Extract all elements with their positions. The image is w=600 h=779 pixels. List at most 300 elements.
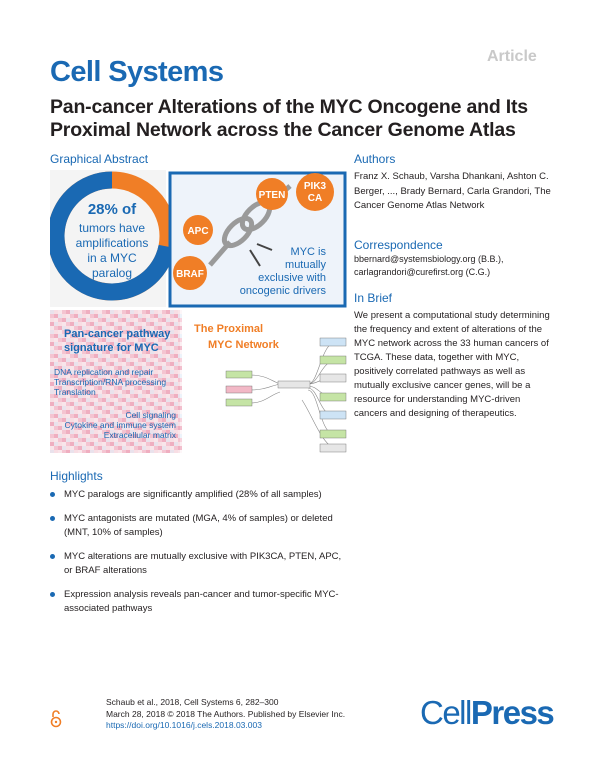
heatmap-cell bbox=[166, 382, 170, 386]
heatmap-cell bbox=[162, 318, 166, 322]
email-bernard[interactable]: bbernard@systemsbiology.org (B.B.), bbox=[354, 254, 504, 264]
exclusivity-line-4: oncogenic drivers bbox=[239, 285, 326, 297]
heatmap-cell bbox=[58, 434, 62, 438]
heatmap-cell bbox=[142, 398, 146, 402]
heatmap-cell bbox=[98, 414, 102, 418]
heatmap-cell bbox=[162, 398, 166, 402]
heatmap-cell bbox=[126, 446, 130, 450]
heatmap-cell bbox=[146, 390, 150, 394]
heatmap-cell bbox=[82, 406, 86, 410]
heatmap-cell bbox=[98, 318, 102, 322]
heatmap-cell bbox=[158, 354, 162, 358]
heatmap-cell bbox=[126, 322, 130, 326]
heatmap-cell bbox=[106, 406, 110, 410]
heatmap-cell bbox=[170, 330, 174, 334]
heatmap-cell bbox=[178, 310, 182, 314]
heatmap-cell bbox=[70, 358, 74, 362]
heatmap-cell bbox=[102, 406, 106, 410]
graphical-abstract-heading: Graphical Abstract bbox=[50, 152, 149, 166]
heatmap-cell bbox=[146, 354, 150, 358]
heatmap-cell bbox=[170, 346, 174, 350]
heatmap-cell bbox=[50, 350, 54, 354]
heatmap-cell bbox=[114, 354, 118, 358]
heatmap-cell bbox=[174, 310, 178, 314]
heatmap-cell bbox=[134, 398, 138, 402]
heatmap-cell bbox=[114, 446, 118, 450]
heatmap-cell bbox=[98, 310, 102, 314]
in-brief-text: We present a computational study determining the frequency and extent of alterations of the MYC network across the 33 human cancers of TCGA. These data, together with MYC, positively correlated pathways as well as mutually exclusive cancer genes, will be a resource for understanding MYC-driven cancers and designing of therapeutics. bbox=[354, 310, 550, 419]
heatmap-cell bbox=[178, 414, 182, 418]
heatmap-cell bbox=[158, 450, 162, 453]
heatmap-cell bbox=[158, 314, 162, 318]
heatmap-cell bbox=[82, 314, 86, 318]
heatmap-cell bbox=[118, 406, 122, 410]
heatmap-cell bbox=[54, 410, 58, 414]
heatmap-cell bbox=[90, 442, 94, 446]
heatmap-cell bbox=[170, 390, 174, 394]
heatmap-cell bbox=[86, 406, 90, 410]
heatmap-cell bbox=[106, 354, 110, 358]
heatmap-cell bbox=[82, 450, 86, 453]
heatmap-cell bbox=[86, 442, 90, 446]
doi-link[interactable]: https://doi.org/10.1016/j.cels.2018.03.003 bbox=[106, 720, 262, 730]
heatmap-cell bbox=[158, 366, 162, 370]
heatmap-cell bbox=[50, 406, 54, 410]
highlight-text: MYC alterations are mutually exclusive with PIK3CA, PTEN, APC, or BRAF alterations bbox=[64, 551, 342, 576]
heatmap-cell bbox=[118, 394, 122, 398]
heatmap-cell bbox=[162, 346, 166, 350]
heatmap-cell bbox=[174, 314, 178, 318]
heatmap-cell bbox=[122, 314, 126, 318]
stat-line-1: 28% of bbox=[87, 201, 137, 218]
heatmap-cell bbox=[90, 446, 94, 450]
heatmap-cell bbox=[126, 358, 130, 362]
heatmap-cell bbox=[138, 450, 142, 453]
heatmap-cell bbox=[70, 406, 74, 410]
heatmap-cell bbox=[82, 446, 86, 450]
heatmap-cell bbox=[58, 346, 62, 350]
heatmap-cell bbox=[130, 318, 134, 322]
heatmap-cell bbox=[54, 322, 58, 326]
heatmap-cell bbox=[162, 370, 166, 374]
heatmap-cell bbox=[82, 402, 86, 406]
heatmap-cell bbox=[170, 450, 174, 453]
heatmap-cell bbox=[62, 438, 66, 442]
heatmap-cell bbox=[130, 442, 134, 446]
heatmap-cell bbox=[166, 318, 170, 322]
heatmap-cell bbox=[162, 442, 166, 446]
heatmap-cell bbox=[174, 450, 178, 453]
heatmap-cell bbox=[114, 322, 118, 326]
heatmap-cell bbox=[70, 446, 74, 450]
heatmap-cell bbox=[78, 406, 82, 410]
heatmap-cell bbox=[94, 414, 98, 418]
heatmap-cell bbox=[178, 354, 182, 358]
highlight-item bbox=[50, 488, 350, 502]
heatmap-cell bbox=[142, 442, 146, 446]
heatmap-cell bbox=[70, 434, 74, 438]
heatmap-cell bbox=[74, 310, 78, 314]
heatmap-cell bbox=[118, 390, 122, 394]
heatmap-cell bbox=[50, 438, 54, 442]
heatmap-cell bbox=[74, 438, 78, 442]
heatmap-cell bbox=[178, 326, 182, 330]
heatmap-cell bbox=[174, 362, 178, 366]
heatmap-cell bbox=[58, 330, 62, 334]
heatmap-cell bbox=[166, 402, 170, 406]
heatmap-cell bbox=[166, 378, 170, 382]
heatmap-cell bbox=[170, 366, 174, 370]
heatmap-cell bbox=[178, 386, 182, 390]
heatmap-cell bbox=[170, 314, 174, 318]
in-brief-heading: In Brief bbox=[354, 291, 393, 305]
heatmap-cell bbox=[66, 310, 70, 314]
heatmap-cell bbox=[174, 334, 178, 338]
heatmap-cell bbox=[134, 322, 138, 326]
heatmap-cell bbox=[106, 410, 110, 414]
highlight-item bbox=[50, 588, 350, 616]
heatmap-cell bbox=[50, 426, 54, 430]
heatmap-cell bbox=[66, 402, 70, 406]
heatmap-cell bbox=[58, 410, 62, 414]
heatmap-cell bbox=[142, 318, 146, 322]
heatmap-cell bbox=[170, 358, 174, 362]
heatmap-cell bbox=[158, 322, 162, 326]
heatmap-cell bbox=[166, 374, 170, 378]
heatmap-cell bbox=[62, 310, 66, 314]
heatmap-cell bbox=[54, 422, 58, 426]
pathway-up-2: Transcription/RNA processing bbox=[54, 377, 167, 387]
heatmap-cell bbox=[58, 446, 62, 450]
authors-heading: Authors bbox=[354, 152, 396, 166]
heatmap-cell bbox=[58, 322, 62, 326]
heatmap-cell bbox=[122, 446, 126, 450]
heatmap-cell bbox=[54, 446, 58, 450]
heatmap-cell bbox=[174, 318, 178, 322]
heatmap-cell bbox=[118, 414, 122, 418]
heatmap-cell bbox=[62, 354, 66, 358]
heatmap-cell bbox=[94, 446, 98, 450]
heatmap-cell bbox=[106, 314, 110, 318]
heatmap-cell bbox=[66, 438, 70, 442]
heatmap-cell bbox=[170, 322, 174, 326]
heatmap-cell bbox=[174, 346, 178, 350]
heatmap-cell bbox=[102, 450, 106, 453]
heatmap-cell bbox=[166, 362, 170, 366]
heatmap-cell bbox=[78, 410, 82, 414]
heatmap-cell bbox=[78, 398, 82, 402]
heatmap-cell bbox=[146, 398, 150, 402]
heatmap-cell bbox=[102, 414, 106, 418]
heatmap-cell bbox=[90, 438, 94, 442]
heatmap-cell bbox=[78, 402, 82, 406]
heatmap-cell bbox=[58, 362, 62, 366]
heatmap-cell bbox=[162, 402, 166, 406]
highlights-heading: Highlights bbox=[50, 469, 103, 483]
heatmap-cell bbox=[130, 402, 134, 406]
heatmap-cell bbox=[58, 314, 62, 318]
heatmap-cell bbox=[134, 358, 138, 362]
heatmap-cell bbox=[178, 362, 182, 366]
heatmap-cell bbox=[106, 358, 110, 362]
heatmap-cell bbox=[146, 358, 150, 362]
heatmap-cell bbox=[110, 310, 114, 314]
heatmap-cell bbox=[90, 322, 94, 326]
heatmap-cell bbox=[154, 442, 158, 446]
heatmap-cell bbox=[70, 410, 74, 414]
heatmap-cell bbox=[162, 314, 166, 318]
heatmap-cell bbox=[102, 394, 106, 398]
heatmap-cell bbox=[118, 410, 122, 414]
heatmap-cell bbox=[86, 354, 90, 358]
heatmap-cell bbox=[54, 318, 58, 322]
heatmap-cell bbox=[178, 322, 182, 326]
heatmap-cell bbox=[126, 450, 130, 453]
heatmap-cell bbox=[98, 314, 102, 318]
heatmap-cell bbox=[110, 442, 114, 446]
heatmap-cell bbox=[66, 430, 70, 434]
heatmap-cell bbox=[118, 446, 122, 450]
heatmap-cell bbox=[138, 442, 142, 446]
heatmap-cell bbox=[114, 414, 118, 418]
heatmap-cell bbox=[82, 318, 86, 322]
heatmap-cell bbox=[158, 442, 162, 446]
heatmap-cell bbox=[98, 322, 102, 326]
heatmap-cell bbox=[122, 390, 126, 394]
heatmap-cell bbox=[74, 414, 78, 418]
heatmap-cell bbox=[142, 322, 146, 326]
pathway-up-1: DNA replication and repair bbox=[54, 367, 154, 377]
heatmap-cell bbox=[142, 354, 146, 358]
heatmap-cell bbox=[54, 354, 58, 358]
heatmap-cell bbox=[146, 310, 150, 314]
exclusivity-line-2: mutually bbox=[285, 259, 326, 271]
heatmap-cell bbox=[82, 434, 86, 438]
stat-line-3: amplifications bbox=[75, 236, 149, 250]
heatmap-cell bbox=[50, 418, 54, 422]
heatmap-cell bbox=[166, 386, 170, 390]
highlight-text: MYC antagonists are mutated (MGA, 4% of samples) or deleted (MNT, 10% of samples) bbox=[64, 513, 333, 538]
heatmap-cell bbox=[146, 318, 150, 322]
heatmap-cell bbox=[50, 346, 54, 350]
heatmap-cell bbox=[138, 358, 142, 362]
heatmap-cell bbox=[134, 446, 138, 450]
heatmap-cell bbox=[146, 362, 150, 366]
heatmap-cell bbox=[150, 318, 154, 322]
heatmap-cell bbox=[74, 410, 78, 414]
heatmap-cell bbox=[130, 354, 134, 358]
heatmap-cell bbox=[122, 362, 126, 366]
heatmap-cell bbox=[58, 358, 62, 362]
exclusivity-line-3: exclusive with bbox=[258, 272, 326, 284]
heatmap-cell bbox=[94, 434, 98, 438]
heatmap-cell bbox=[162, 358, 166, 362]
heatmap-cell bbox=[118, 398, 122, 402]
heatmap-cell bbox=[106, 318, 110, 322]
heatmap-cell bbox=[166, 390, 170, 394]
heatmap-cell bbox=[146, 402, 150, 406]
heatmap-cell bbox=[106, 322, 110, 326]
heatmap-cell bbox=[54, 434, 58, 438]
heatmap-cell bbox=[78, 450, 82, 453]
heatmap-cell bbox=[110, 398, 114, 402]
heatmap-cell bbox=[54, 418, 58, 422]
heatmap-cell bbox=[86, 314, 90, 318]
pathway-down-1: Cell signaling bbox=[125, 410, 176, 420]
pathway-down-3: Extracellular matrix bbox=[103, 430, 176, 440]
heatmap-cell bbox=[102, 314, 106, 318]
stat-line-4: in a MYC bbox=[87, 251, 137, 265]
heatmap-cell bbox=[54, 398, 58, 402]
heatmap-cell bbox=[50, 310, 54, 314]
heatmap-cell bbox=[178, 418, 182, 422]
heatmap-cell bbox=[50, 338, 54, 342]
heatmap-cell bbox=[58, 326, 62, 330]
heatmap-cell bbox=[178, 318, 182, 322]
heatmap-cell bbox=[90, 430, 94, 434]
heatmap-cell bbox=[94, 402, 98, 406]
heatmap-cell bbox=[54, 346, 58, 350]
heatmap-cell bbox=[114, 314, 118, 318]
heatmap-cell bbox=[50, 414, 54, 418]
heatmap-cell bbox=[86, 434, 90, 438]
heatmap-cell bbox=[86, 446, 90, 450]
heatmap-cell bbox=[110, 390, 114, 394]
heatmap-cell bbox=[86, 322, 90, 326]
heatmap-cell bbox=[146, 442, 150, 446]
heatmap-cell bbox=[94, 354, 98, 358]
heatmap-cell bbox=[178, 314, 182, 318]
heatmap-cell bbox=[78, 314, 82, 318]
heatmap-cell bbox=[174, 330, 178, 334]
heatmap-cell bbox=[150, 362, 154, 366]
heatmap-cell bbox=[98, 358, 102, 362]
heatmap-cell bbox=[130, 310, 134, 314]
stat-line-5: paralog bbox=[91, 266, 133, 280]
heatmap-cell bbox=[138, 390, 142, 394]
heatmap-cell bbox=[58, 310, 62, 314]
heatmap-cell bbox=[94, 450, 98, 453]
heatmap-cell bbox=[110, 322, 114, 326]
heatmap-cell bbox=[146, 450, 150, 453]
heatmap-cell bbox=[142, 390, 146, 394]
heatmap-cell bbox=[122, 450, 126, 453]
heatmap-cell bbox=[94, 406, 98, 410]
stat-line-2: tumors have bbox=[78, 221, 146, 235]
heatmap-cell bbox=[74, 354, 78, 358]
heatmap-cell bbox=[154, 398, 158, 402]
heatmap-cell bbox=[102, 410, 106, 414]
heatmap-cell bbox=[66, 318, 70, 322]
heatmap-cell bbox=[86, 410, 90, 414]
heatmap-cell bbox=[66, 434, 70, 438]
heatmap-cell bbox=[106, 310, 110, 314]
heatmap-cell bbox=[138, 402, 142, 406]
heatmap-cell bbox=[110, 394, 114, 398]
heatmap-cell bbox=[178, 342, 182, 346]
heatmap-cell bbox=[94, 410, 98, 414]
heatmap-cell bbox=[154, 358, 158, 362]
heatmap-cell bbox=[82, 310, 86, 314]
email-grandori[interactable]: carlagrandori@curefirst.org (C.G.) bbox=[354, 267, 491, 277]
heatmap-cell bbox=[134, 310, 138, 314]
heatmap-cell bbox=[174, 342, 178, 346]
heatmap-cell bbox=[142, 310, 146, 314]
heatmap-cell bbox=[162, 342, 166, 346]
highlights-list bbox=[50, 488, 350, 626]
heatmap-cell bbox=[158, 390, 162, 394]
heatmap-cell bbox=[114, 450, 118, 453]
heatmap-cell bbox=[54, 402, 58, 406]
heatmap-cell bbox=[110, 406, 114, 410]
heatmap-cell bbox=[118, 442, 122, 446]
heatmap-cell bbox=[170, 326, 174, 330]
heatmap-cell bbox=[50, 446, 54, 450]
heatmap-cell bbox=[106, 402, 110, 406]
heatmap-cell bbox=[138, 318, 142, 322]
bullet-icon bbox=[50, 492, 55, 497]
heatmap-cell bbox=[150, 310, 154, 314]
heatmap-cell bbox=[154, 366, 158, 370]
heatmap-cell bbox=[154, 310, 158, 314]
heatmap-cell bbox=[134, 318, 138, 322]
heatmap-cell bbox=[50, 398, 54, 402]
heatmap-cell bbox=[62, 314, 66, 318]
heatmap-cell bbox=[154, 394, 158, 398]
heatmap-cell bbox=[54, 442, 58, 446]
heatmap-cell bbox=[78, 442, 82, 446]
heatmap-cell bbox=[170, 334, 174, 338]
gene-label-ca: CA bbox=[307, 193, 323, 204]
logo-part-press: Press bbox=[470, 694, 554, 731]
heatmap-cell bbox=[110, 314, 114, 318]
heatmap-cell bbox=[54, 314, 58, 318]
heatmap-cell bbox=[98, 446, 102, 450]
heatmap-cell bbox=[58, 398, 62, 402]
heatmap-cell bbox=[178, 402, 182, 406]
heatmap-cell bbox=[142, 358, 146, 362]
journal-name: Cell Systems bbox=[50, 56, 224, 88]
heatmap-cell bbox=[62, 402, 66, 406]
heatmap-cell bbox=[102, 354, 106, 358]
heatmap-cell bbox=[126, 310, 130, 314]
heatmap-cell bbox=[170, 378, 174, 382]
heatmap-cell bbox=[102, 318, 106, 322]
bullet-icon bbox=[50, 554, 55, 559]
heatmap-cell bbox=[174, 322, 178, 326]
heatmap-cell bbox=[142, 402, 146, 406]
heatmap-cell bbox=[174, 402, 178, 406]
heatmap-cell bbox=[142, 394, 146, 398]
heatmap-cell bbox=[178, 422, 182, 426]
heatmap-cell bbox=[66, 354, 70, 358]
heatmap-cell bbox=[178, 346, 182, 350]
heatmap-cell bbox=[138, 314, 142, 318]
graphical-abstract-svg bbox=[50, 170, 348, 453]
heatmap-cell bbox=[94, 314, 98, 318]
heatmap-cell bbox=[154, 318, 158, 322]
heatmap-cell bbox=[150, 314, 154, 318]
heatmap-cell bbox=[70, 354, 74, 358]
heatmap-cell bbox=[98, 430, 102, 434]
heatmap-cell bbox=[166, 314, 170, 318]
heatmap-cell bbox=[66, 414, 70, 418]
heatmap-cell bbox=[166, 442, 170, 446]
heatmap-cell bbox=[126, 402, 130, 406]
heatmap-cell bbox=[162, 394, 166, 398]
heatmap-cell bbox=[150, 354, 154, 358]
heatmap-cell bbox=[122, 358, 126, 362]
